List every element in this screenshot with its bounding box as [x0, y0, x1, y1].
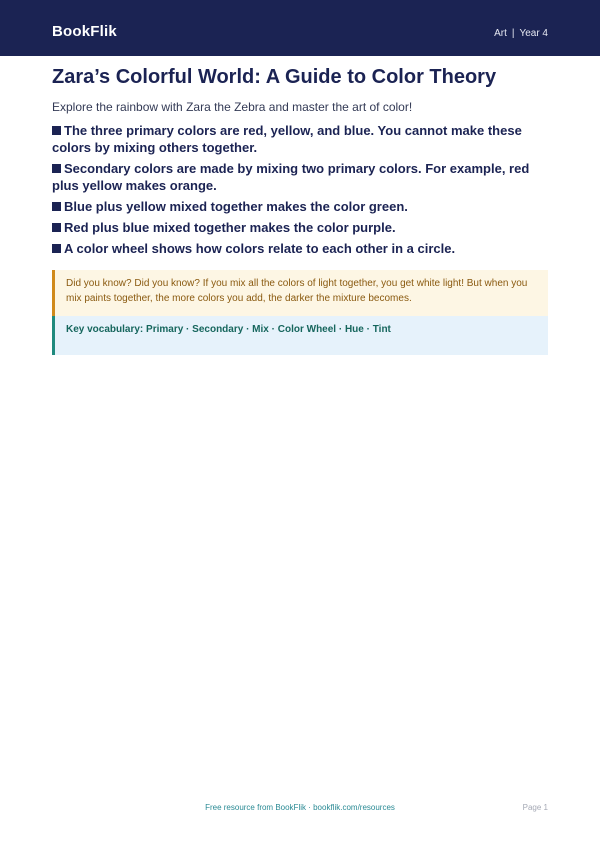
list-item	[52, 240, 548, 257]
fact-list	[52, 122, 548, 257]
key-vocabulary-box: Key vocabulary: Primary · Secondary · Mix · Color Wheel · Hue · Tint	[52, 316, 548, 355]
page-footer	[0, 802, 600, 816]
list-item	[52, 122, 548, 156]
fact-text: Secondary colors are made by mixing two primary colors. For example, red plus yellow makes orange.	[52, 161, 530, 193]
fact-text: The three primary colors are red, yellow, and blue. You cannot make these colors by mixing others together.	[52, 123, 522, 155]
fact-text: A color wheel shows how colors relate to each other in a circle.	[64, 241, 456, 256]
subject-grade-label	[494, 28, 548, 40]
fact-text: Red plus blue mixed together makes the color purple.	[64, 220, 396, 235]
fact-text: Blue plus yellow mixed together makes the color green.	[64, 199, 408, 214]
page-number: Page 1	[522, 803, 548, 812]
did-you-know-callout: Did you know? Did you know? If you mix all the colors of light together, you get white light! But when you mix paints together, the more colors you add, the darker the mixture becomes.	[52, 270, 548, 316]
square-bullet-icon	[52, 244, 61, 253]
list-item	[52, 219, 548, 236]
list-item	[52, 198, 548, 215]
document-body	[52, 64, 548, 355]
subject-label: Art	[494, 28, 507, 39]
page-header	[0, 0, 600, 56]
square-bullet-icon	[52, 223, 61, 232]
page-title: Zara’s Colorful World: A Guide to Color Theory	[52, 66, 497, 88]
grade-label: Year 4	[519, 28, 548, 39]
square-bullet-icon	[52, 202, 61, 211]
list-item	[52, 160, 548, 194]
square-bullet-icon	[52, 164, 61, 173]
brand-logo[interactable]: BookFlik	[52, 23, 117, 40]
meta-separator: |	[511, 28, 515, 39]
intro-text: Explore the rainbow with Zara the Zebra and master the art of color!	[52, 100, 413, 114]
footer-source-link[interactable]: Free resource from BookFlik · bookflik.com/resources	[205, 803, 395, 812]
square-bullet-icon	[52, 126, 61, 135]
